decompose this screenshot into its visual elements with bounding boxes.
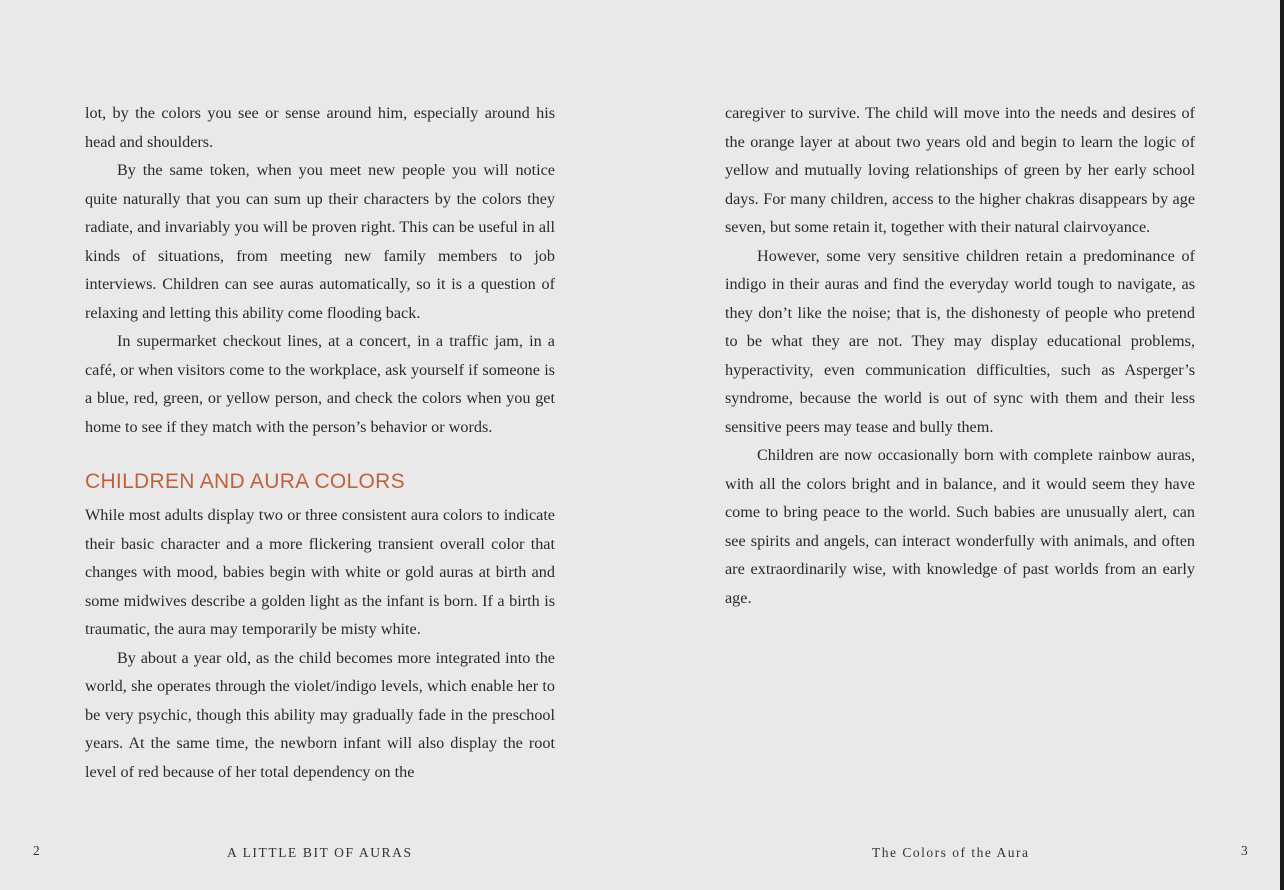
left-text-column <box>85 99 555 786</box>
body-paragraph: By about a year old, as the child becomes more integrated into the world, she operates through the violet/indigo levels, which enable her to be very psychic, though this ability may gradually fade in the preschool years. At the same time, the newborn infant will also display the root level of red because of her total dependency on the <box>85 648 555 781</box>
body-paragraph: In supermarket checkout lines, at a concert, in a traffic jam, in a café, or when visitors come to the workplace, ask yourself if someone is a blue, red, green, or yellow person, and check the colors when you get home to see if they match with the person’s behavior or words. <box>85 332 555 436</box>
body-paragraph: caregiver to survive. The child will move into the needs and desires of the orange layer at about two years old and begin to learn the logic of yellow and mutually loving relationships of green by her early school days. For many children, access to the higher chakras disappears by age seven, but some retain it, together with their natural clairvoyance. <box>725 104 1195 236</box>
running-title-right: The Colors of the Aura <box>872 845 1030 860</box>
running-title-left: A LITTLE BIT OF AURAS <box>227 845 413 860</box>
body-paragraph: However, some very sensitive children retain a predominance of indigo in their auras and find the everyday world tough to navigate, as they don’t like the noise; that is, the dishonesty of people who pretend to be what they are not. They may display educational problems, hyperactivity, even communication difficulties, such as Asperger’s syndrome, because the world is out of sync with them and their less sensitive peers may tease and bully them. <box>725 246 1195 436</box>
page-number-right: 3 <box>1241 843 1248 858</box>
page-number-left: 2 <box>33 843 40 858</box>
body-paragraph: While most adults display two or three consistent aura colors to indicate their basic character and a more flickering transient overall color that changes with mood, babies begin with white or gold auras at birth and some midwives describe a golden light as the infant is born. If a birth is traumatic, the aura may temporarily be misty white. <box>85 506 555 638</box>
section-heading: CHILDREN AND AURA COLORS <box>85 470 405 493</box>
body-paragraph: Children are now occasionally born with complete rainbow auras, with all the colors bright and in balance, and it would seem they have come to bring peace to the world. Such babies are unusually alert, can see spirits and angels, can interact wonderfully with animals, and often are extraordinarily wise, with knowledge of past worlds from an early age. <box>725 446 1195 607</box>
page-edge-divider <box>1280 0 1284 890</box>
right-text-column <box>725 99 1195 612</box>
body-paragraph: By the same token, when you meet new people you will notice quite naturally that you can sum up their characters by the colors they radiate, and invariably you will be proven right. This can be useful in all kinds of situations, from meeting new family members to job interviews. Children can see auras automatically, so it is a question of relaxing and letting this ability come flooding back. <box>85 161 555 322</box>
right-page <box>642 0 1280 890</box>
body-paragraph: lot, by the colors you see or sense around him, especially around his head and shoulders. <box>85 104 555 151</box>
